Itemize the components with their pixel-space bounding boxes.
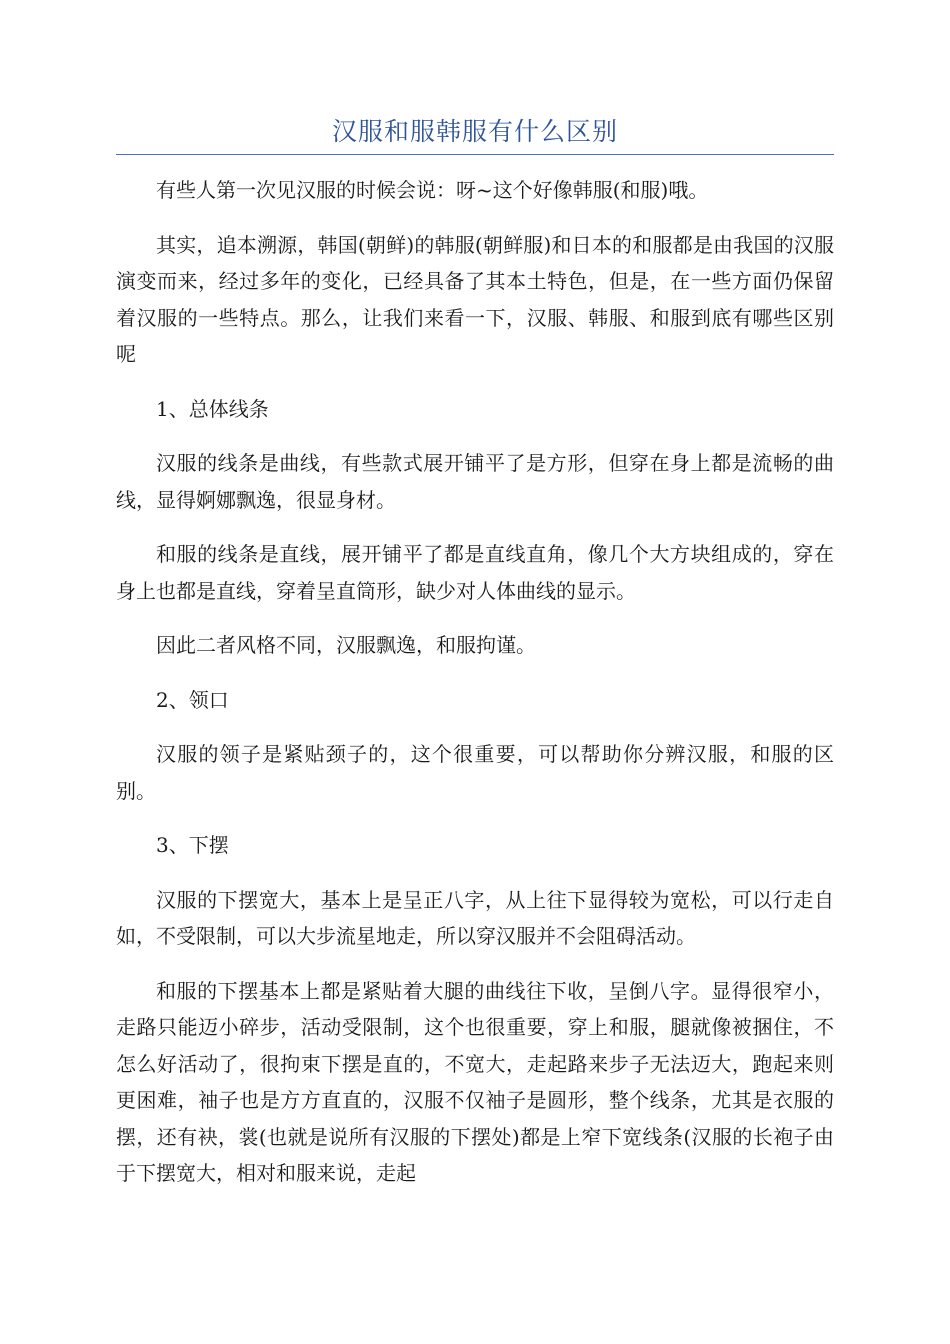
- section-heading: 1、总体线条: [156, 396, 269, 421]
- paragraph: 因此二者风格不同，汉服飘逸，和服拘谨。: [156, 633, 536, 657]
- section-heading: 3、下摆: [156, 833, 229, 857]
- document-title: 汉服和服韩服有什么区别: [331, 117, 618, 146]
- paragraph: 其实，追本溯源，韩国(朝鲜)的韩服(朝鲜服)和日本的和服都是由我国的汉服演变而来，经过多年的变化，已经具备了其本土特色，但是，在一些方面仍保留着汉服的一些特点。那么，让我们来看一下，汉服、韩服、和服到底有哪些区别呢: [116, 232, 834, 366]
- paragraph: 有些人第一次见汉服的时候会说：呀~这个好像韩服(和服)哦。: [156, 178, 709, 202]
- paragraph: 汉服的领子是紧贴颈子的，这个很重要，可以帮助你分辨汉服，和服的区别。: [116, 742, 834, 803]
- title-underline: [116, 154, 834, 155]
- paragraph: 汉服的下摆宽大，基本上是呈正八字，从上往下显得较为宽松，可以行走自如，不受限制，可以大步流星地走，所以穿汉服并不会阻碍活动。: [116, 887, 834, 948]
- paragraph: 和服的下摆基本上都是紧贴着大腿的曲线往下收，呈倒八字。显得很窄小，走路只能迈小碎步，活动受限制，这个也很重要，穿上和服，腿就像被捆住，不怎么好活动了，很拘束下摆是直的，不宽大，走起路来步子无法迈大，跑起来则更困难，袖子也是方方直直的，汉服不仅袖子是圆形，整个线条，尤其是衣服的摆，还有袂，裳(也就是说所有汉服的下摆处)都是上窄下宽线条(汉服的长袍子由于下摆宽大，相对和服来说，走起: [116, 978, 834, 1185]
- paragraph: 汉服的线条是曲线，有些款式展开铺平了是方形，但穿在身上都是流畅的曲线，显得婀娜飘逸，很显身材。: [116, 451, 834, 512]
- section-heading: 2、领口: [156, 687, 229, 712]
- paragraph: 和服的线条是直线，展开铺平了都是直线直角，像几个大方块组成的，穿在身上也都是直线，穿着呈直筒形，缺少对人体曲线的显示。: [116, 542, 834, 603]
- document-body: [116, 172, 834, 1210]
